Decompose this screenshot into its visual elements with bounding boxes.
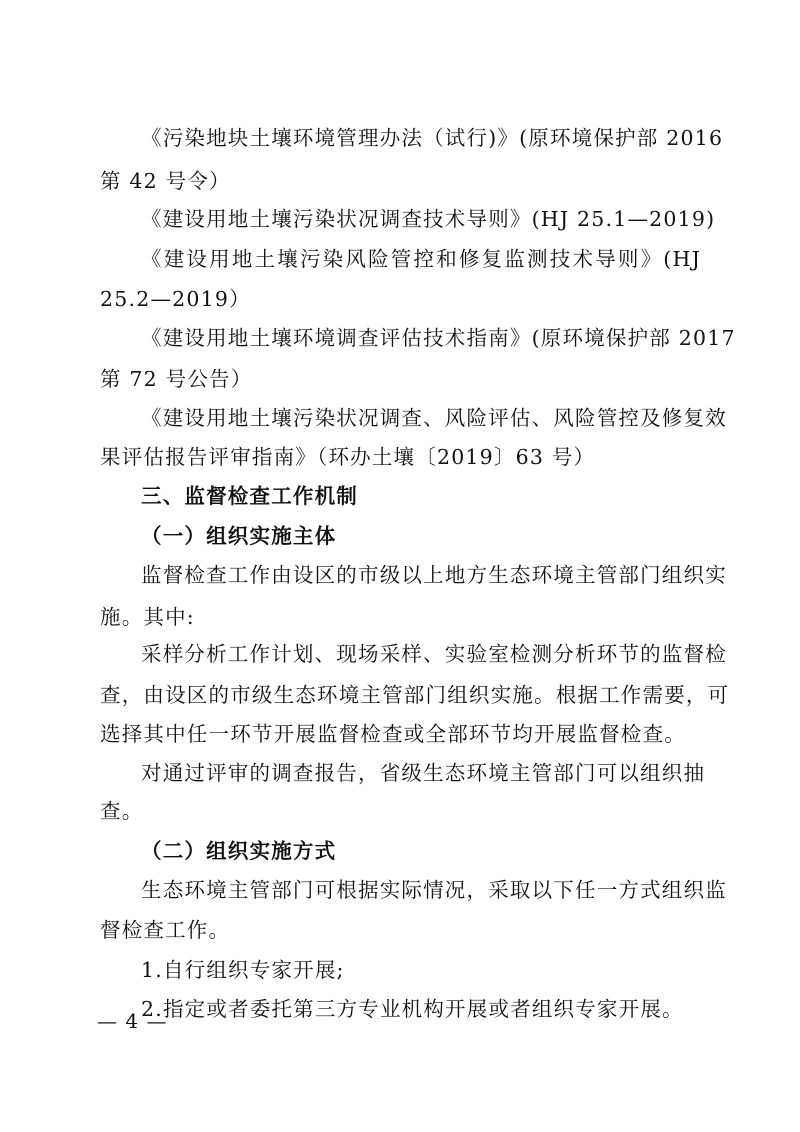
method-item-1: 1.自行组织专家开展; bbox=[141, 958, 345, 982]
paragraph-organization-subject: 监督检查工作由设区的市级以上地方生态环境主管部门组织实 bbox=[141, 563, 727, 587]
paragraph-organization-subject-continuation: 施。其中: bbox=[100, 605, 195, 629]
paragraph-provincial-spot-check: 对通过评审的调查报告，省级生态环境主管部门可以组织抽 bbox=[141, 761, 706, 785]
paragraph-sampling-supervision-line-3: 选择其中任一环节开展监督检查或全部环节均开展监督检查。 bbox=[100, 722, 686, 746]
reference-line-3: 《建设用地土壤污染风险管控和修复监测技术导则》(HJ bbox=[141, 247, 701, 271]
reference-line-5-continuation: 果评估报告评审指南》（环办土壤〔2019〕63 号） bbox=[100, 445, 596, 469]
paragraph-sampling-supervision-line-2: 查，由设区的市级生态环境主管部门组织实施。根据工作需要，可 bbox=[100, 683, 730, 707]
paragraph-provincial-spot-check-continuation: 查。 bbox=[100, 799, 144, 823]
reference-line-4: 《建设用地土壤环境调查评估技术指南》(原环境保护部 2017 bbox=[141, 326, 736, 350]
method-item-2: 2.指定或者委托第三方专业机构开展或者组织专家开展。 bbox=[141, 997, 684, 1021]
reference-line-5: 《建设用地土壤污染状况调查、风险评估、风险管控及修复效 bbox=[141, 406, 727, 430]
reference-line-1-continuation: 第 42 号令） bbox=[100, 169, 231, 193]
page-number: — 4 — bbox=[97, 1009, 168, 1033]
subsection-heading-organization-subject: （一）组织实施主体 bbox=[141, 524, 337, 548]
section-heading-supervision-mechanism: 三、监督检查工作机制 bbox=[141, 484, 358, 508]
reference-line-4-continuation: 第 72 号公告） bbox=[100, 367, 253, 391]
reference-line-3-continuation: 25.2—2019） bbox=[100, 287, 251, 311]
paragraph-sampling-supervision: 采样分析工作计划、现场采样、实验室检测分析环节的监督检 bbox=[141, 642, 727, 666]
subsection-heading-organization-method: （二）组织实施方式 bbox=[141, 839, 337, 863]
paragraph-organization-method: 生态环境主管部门可根据实际情况，采取以下任一方式组织监 bbox=[141, 878, 727, 902]
reference-line-1: 《污染地块土壤环境管理办法（试行)》(原环境保护部 2016 bbox=[141, 126, 724, 150]
paragraph-organization-method-continuation: 督检查工作。 bbox=[100, 918, 231, 942]
reference-line-2: 《建设用地土壤污染状况调查技术导则》(HJ 25.1—2019) bbox=[141, 207, 716, 231]
